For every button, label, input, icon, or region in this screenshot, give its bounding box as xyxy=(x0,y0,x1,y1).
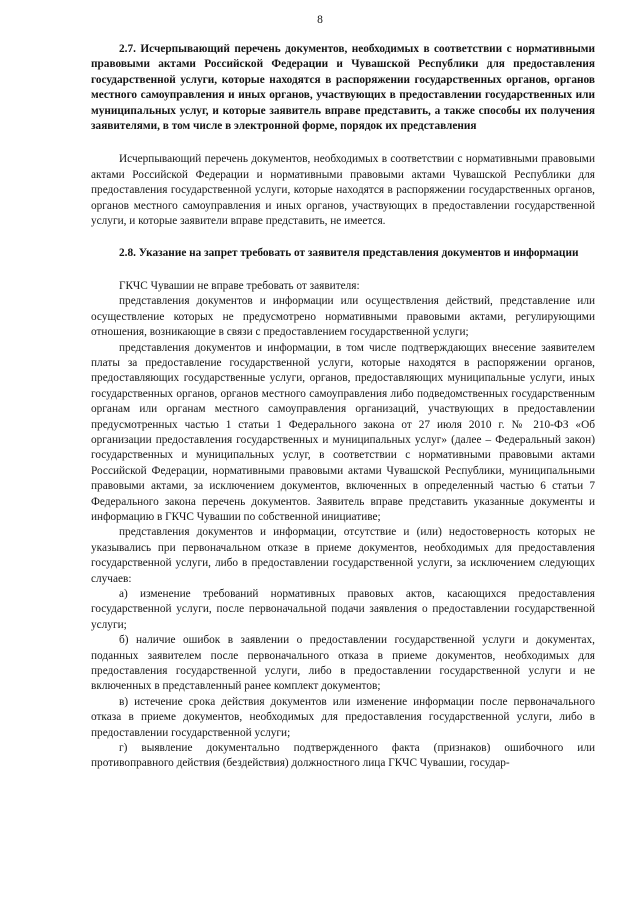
section-2-8-paragraph: представления документов и информации, в том числе подтверждающих внесение заявителем платы за предоставление государственной услуги, которые находятся в распоряжении органов, предоставляющих государственные услуги, органов, предоставляющих муниципальные услуги, иных государственных органов, органов местного самоуправления либо подведомственных государственным органам или органам местного самоуправления организаций, участвующих в предоставлении предусмотренных частью 1 статьи 1 Федерального закона от 27 июля 2010 г. № 210-ФЗ «Об организации предоставления государственных и муниципальных услуг» (далее – Федеральный закон) государственных и муниципальных услуг, в соответствии с нормативными правовыми актами Российской Федерации, нормативными правовыми актами Чувашской Республики, муниципальными правовыми актами, за исключением документов, включенных в определенный частью 6 статьи 7 Федерального закона перечень документов. Заявитель вправе представить указанные документы и информацию в ГКЧС Чувашии по собственной инициативе; xyxy=(91,341,595,523)
section-2-7-paragraph: Исчерпывающий перечень документов, необходимых в соответствии с нормативными правовыми актами Российской Федерации и нормативными правовыми актами Чувашской Республики для предоставления государственной услуги, которые находятся в распоряжении государственных органов, органов местного самоуправления и иных органов, участвующих в предоставлении государственной услуги, и которые заявители вправе представить, не имеется. xyxy=(91,153,595,228)
section-2-8-paragraph: представления документов и информации, отсутствие и (или) недостоверность которых не указывались при первоначальном отказе в приеме документов, необходимых для предоставления государственной услуги, либо в предоставлении государственной услуги, за исключением следующих случаев: xyxy=(91,526,595,585)
page-number: 8 xyxy=(317,14,323,26)
section-2-8-paragraph: представления документов и информации или осуществления действий, представление или осуществление которых не предусмотрено нормативными правовыми актами, регулирующими отношения, возникающие в связи с предоставлением государственной услуги; xyxy=(91,295,595,339)
section-2-8-paragraph: ГКЧС Чувашии не вправе требовать от заявителя: xyxy=(119,279,360,292)
section-2-8-paragraph: г) выявление документально подтвержденного факта (признаков) ошибочного или противоправного действия (бездействия) должностного лица ГКЧС Чувашии, государ- xyxy=(91,742,595,770)
section-2-7-heading: 2.7. Исчерпывающий перечень документов, необходимых в соответствии с нормативными правовыми актами Российской Федерации и Чувашской Республики для предоставления государственной услуги, которые находятся в распоряжении государственных органов, органов местного самоуправления и иных органов, участвующих в предоставлении государственных или муниципальных услуг, и которые заявитель вправе представить, а также способы их получения заявителями, в том числе в электронной форме, порядок их представления xyxy=(91,43,595,133)
section-2-8-paragraph: в) истечение срока действия документов или изменение информации после первоначального отказа в приеме документов, необходимых для предоставления государственной услуги, либо в предоставлении государственной услуги; xyxy=(91,695,595,739)
spacer xyxy=(91,134,595,152)
section-2-8-paragraph: а) изменение требований нормативных правовых актов, касающихся предоставления государственной услуги, после первоначальной подачи заявления о предоставлении государственной услуги; xyxy=(91,588,595,631)
spacer xyxy=(91,229,595,246)
page-content xyxy=(91,42,595,772)
section-2-8-paragraph: б) наличие ошибок в заявлении о предоставлении государственной услуги и документах, поданных заявителем после первоначального отказа в приеме документов, необходимых для предоставления государственной услуги, либо в предоставлении государственной услуги и не включенных в представленный ранее комплект документов; xyxy=(91,634,595,693)
section-2-8-heading: 2.8. Указание на запрет требовать от заявителя представления документов и информации xyxy=(119,247,579,260)
spacer xyxy=(91,262,595,279)
